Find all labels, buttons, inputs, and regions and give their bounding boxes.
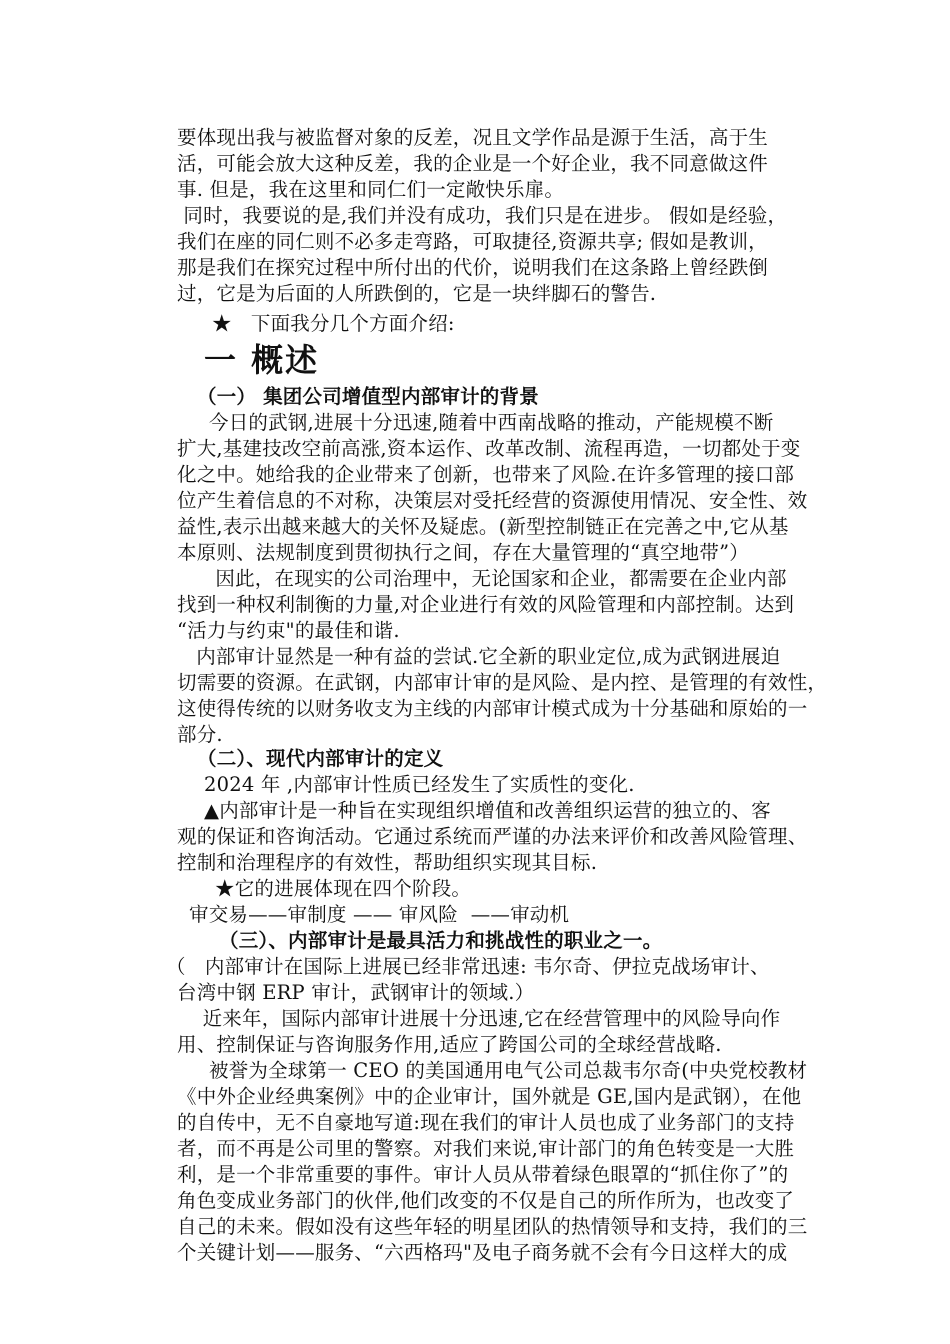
paragraph-line: 扩大,基建技改空前高涨,资本运作、改革改制、流程再造，一切都处于变 [177, 437, 801, 460]
paragraph-line: 化之中。她给我的企业带来了创新，也带来了风险.在许多管理的接口部 [177, 463, 795, 486]
paragraph-line: 近来年，国际内部审计进展十分迅速,它在经营管理中的风险导向作 [177, 1007, 781, 1030]
paragraph-line: ★它的进展体现在四个阶段。 [215, 877, 472, 900]
section-heading: （二）、现代内部审计的定义 [197, 747, 444, 770]
paragraph-line: 控制和治理程序的有效性，帮助组织实现其目标. [177, 851, 598, 874]
paragraph-line: 找到一种权利制衡的力量,对企业进行有效的风险管理和内部控制。达到 [177, 593, 795, 616]
paragraph-line: 《中外企业经典案例》中的企业审计，国外就是 GE,国内是武钢），在他 [177, 1085, 802, 1108]
paragraph-line: 切需要的资源。在武钢，内部审计审的是风险、是内控、是管理的有效性， [177, 671, 828, 694]
paragraph-line: 角色变成业务部门的伙伴,他们改变的不仅是自己的所作所为，也改变了 [177, 1189, 795, 1212]
paragraph-line: 内部审计显然是一种有益的尝试.它全新的职业定位,成为武钢进展迫 [177, 645, 781, 668]
paragraph-line: 今日的武钢,进展十分迅速,随着中西南战略的推动，产能规模不断 [177, 411, 774, 434]
paragraph-line: 观的保证和咨询活动。它通过系统而严谨的办法来评价和改善风险管理、 [177, 825, 808, 848]
paragraph-line: 的自传中，无不自豪地写道:现在我们的审计人员也成了业务部门的支持 [177, 1111, 795, 1134]
paragraph-line: 被誉为全球第一 CEO 的美国通用电气公司总裁韦尔奇(中央党校教材 [177, 1059, 808, 1082]
paragraph-line: 要体现出我与被监督对象的反差，况且文学作品是源于生活，高于生 [177, 126, 769, 149]
paragraph-line: 用、控制保证与咨询服务作用,适应了跨国公司的全球经营战略. [177, 1033, 722, 1056]
paragraph-line: 活，可能会放大这种反差，我的企业是一个好企业，我不同意做这件 [177, 152, 769, 175]
paragraph-line: 那是我们在探究过程中所付出的代价，说明我们在这条路上曾经跌倒 [177, 256, 769, 279]
paragraph-line: 因此，在现实的公司治理中，无论国家和企业，都需要在企业内部 [177, 567, 787, 590]
section-heading: （一） 集团公司增值型内部审计的背景 [197, 385, 539, 408]
paragraph-line: 审交易——审制度 —— 审风险 ——审动机 [189, 903, 570, 926]
paragraph-line: （ 内部审计在国际上进展已经非常迅速: 韦尔奇、伊拉克战场审计、 [166, 955, 770, 978]
paragraph-line: 同时，我要说的是,我们并没有成功，我们只是在进步。 假如是经验， [177, 204, 788, 227]
paragraph-line: 我们在座的同仁则不必多走弯路，可取捷径,资源共享; 假如是教训， [177, 230, 768, 253]
paragraph-line: 益性,表示出越来越大的关怀及疑虑。(新型控制链正在完善之中,它从基 [177, 515, 789, 538]
paragraph-line: 位产生着信息的不对称，决策层对受托经营的资源使用情况、安全性、效 [177, 489, 808, 512]
paragraph-line: 过，它是为后面的人所跌倒的，它是一块绊脚石的警告. [177, 282, 657, 305]
section-heading: （三）、内部审计是最具活力和挑战性的职业之一。 [219, 929, 663, 952]
paragraph-line: 台湾中钢 ERP 审计，武钢审计的领域.） [177, 981, 535, 1004]
paragraph-line: 2024 年 ,内部审计性质已经发生了实质性的变化. [204, 773, 635, 796]
paragraph-line: 个关键计划——服务、“六西格玛"及电子商务就不会有今日这样大的成 [177, 1241, 788, 1264]
paragraph-line: ▲内部审计是一种旨在实现组织增值和改善组织运营的独立的、客 [204, 799, 771, 822]
paragraph-line: “活力与约束"的最佳和谐. [177, 619, 400, 642]
paragraph-line: 者，而不再是公司里的警察。对我们来说,审计部门的角色转变是一大胜 [177, 1137, 795, 1160]
paragraph-line: 事. 但是，我在这里和同仁们一定敞快乐扉。 [177, 178, 565, 201]
paragraph-line: 部分. [177, 723, 223, 746]
intro-star-line: ★ 下面我分几个方面介绍: [212, 312, 455, 335]
paragraph-line: 自己的未来。假如没有这些年轻的明星团队的热情领导和支持，我们的三 [177, 1215, 808, 1238]
paragraph-line: 这使得传统的以财务收支为主线的内部审计模式成为十分基础和原始的一 [177, 697, 808, 720]
paragraph-line: 利，是一个非常重要的事件。审计人员从带着绿色眼罩的“抓住你了”的 [177, 1163, 789, 1186]
chapter-heading: 一 概述 [204, 341, 320, 379]
paragraph-line: 本原则、法规制度到贯彻执行之间，存在大量管理的“真空地带”） [177, 541, 749, 564]
